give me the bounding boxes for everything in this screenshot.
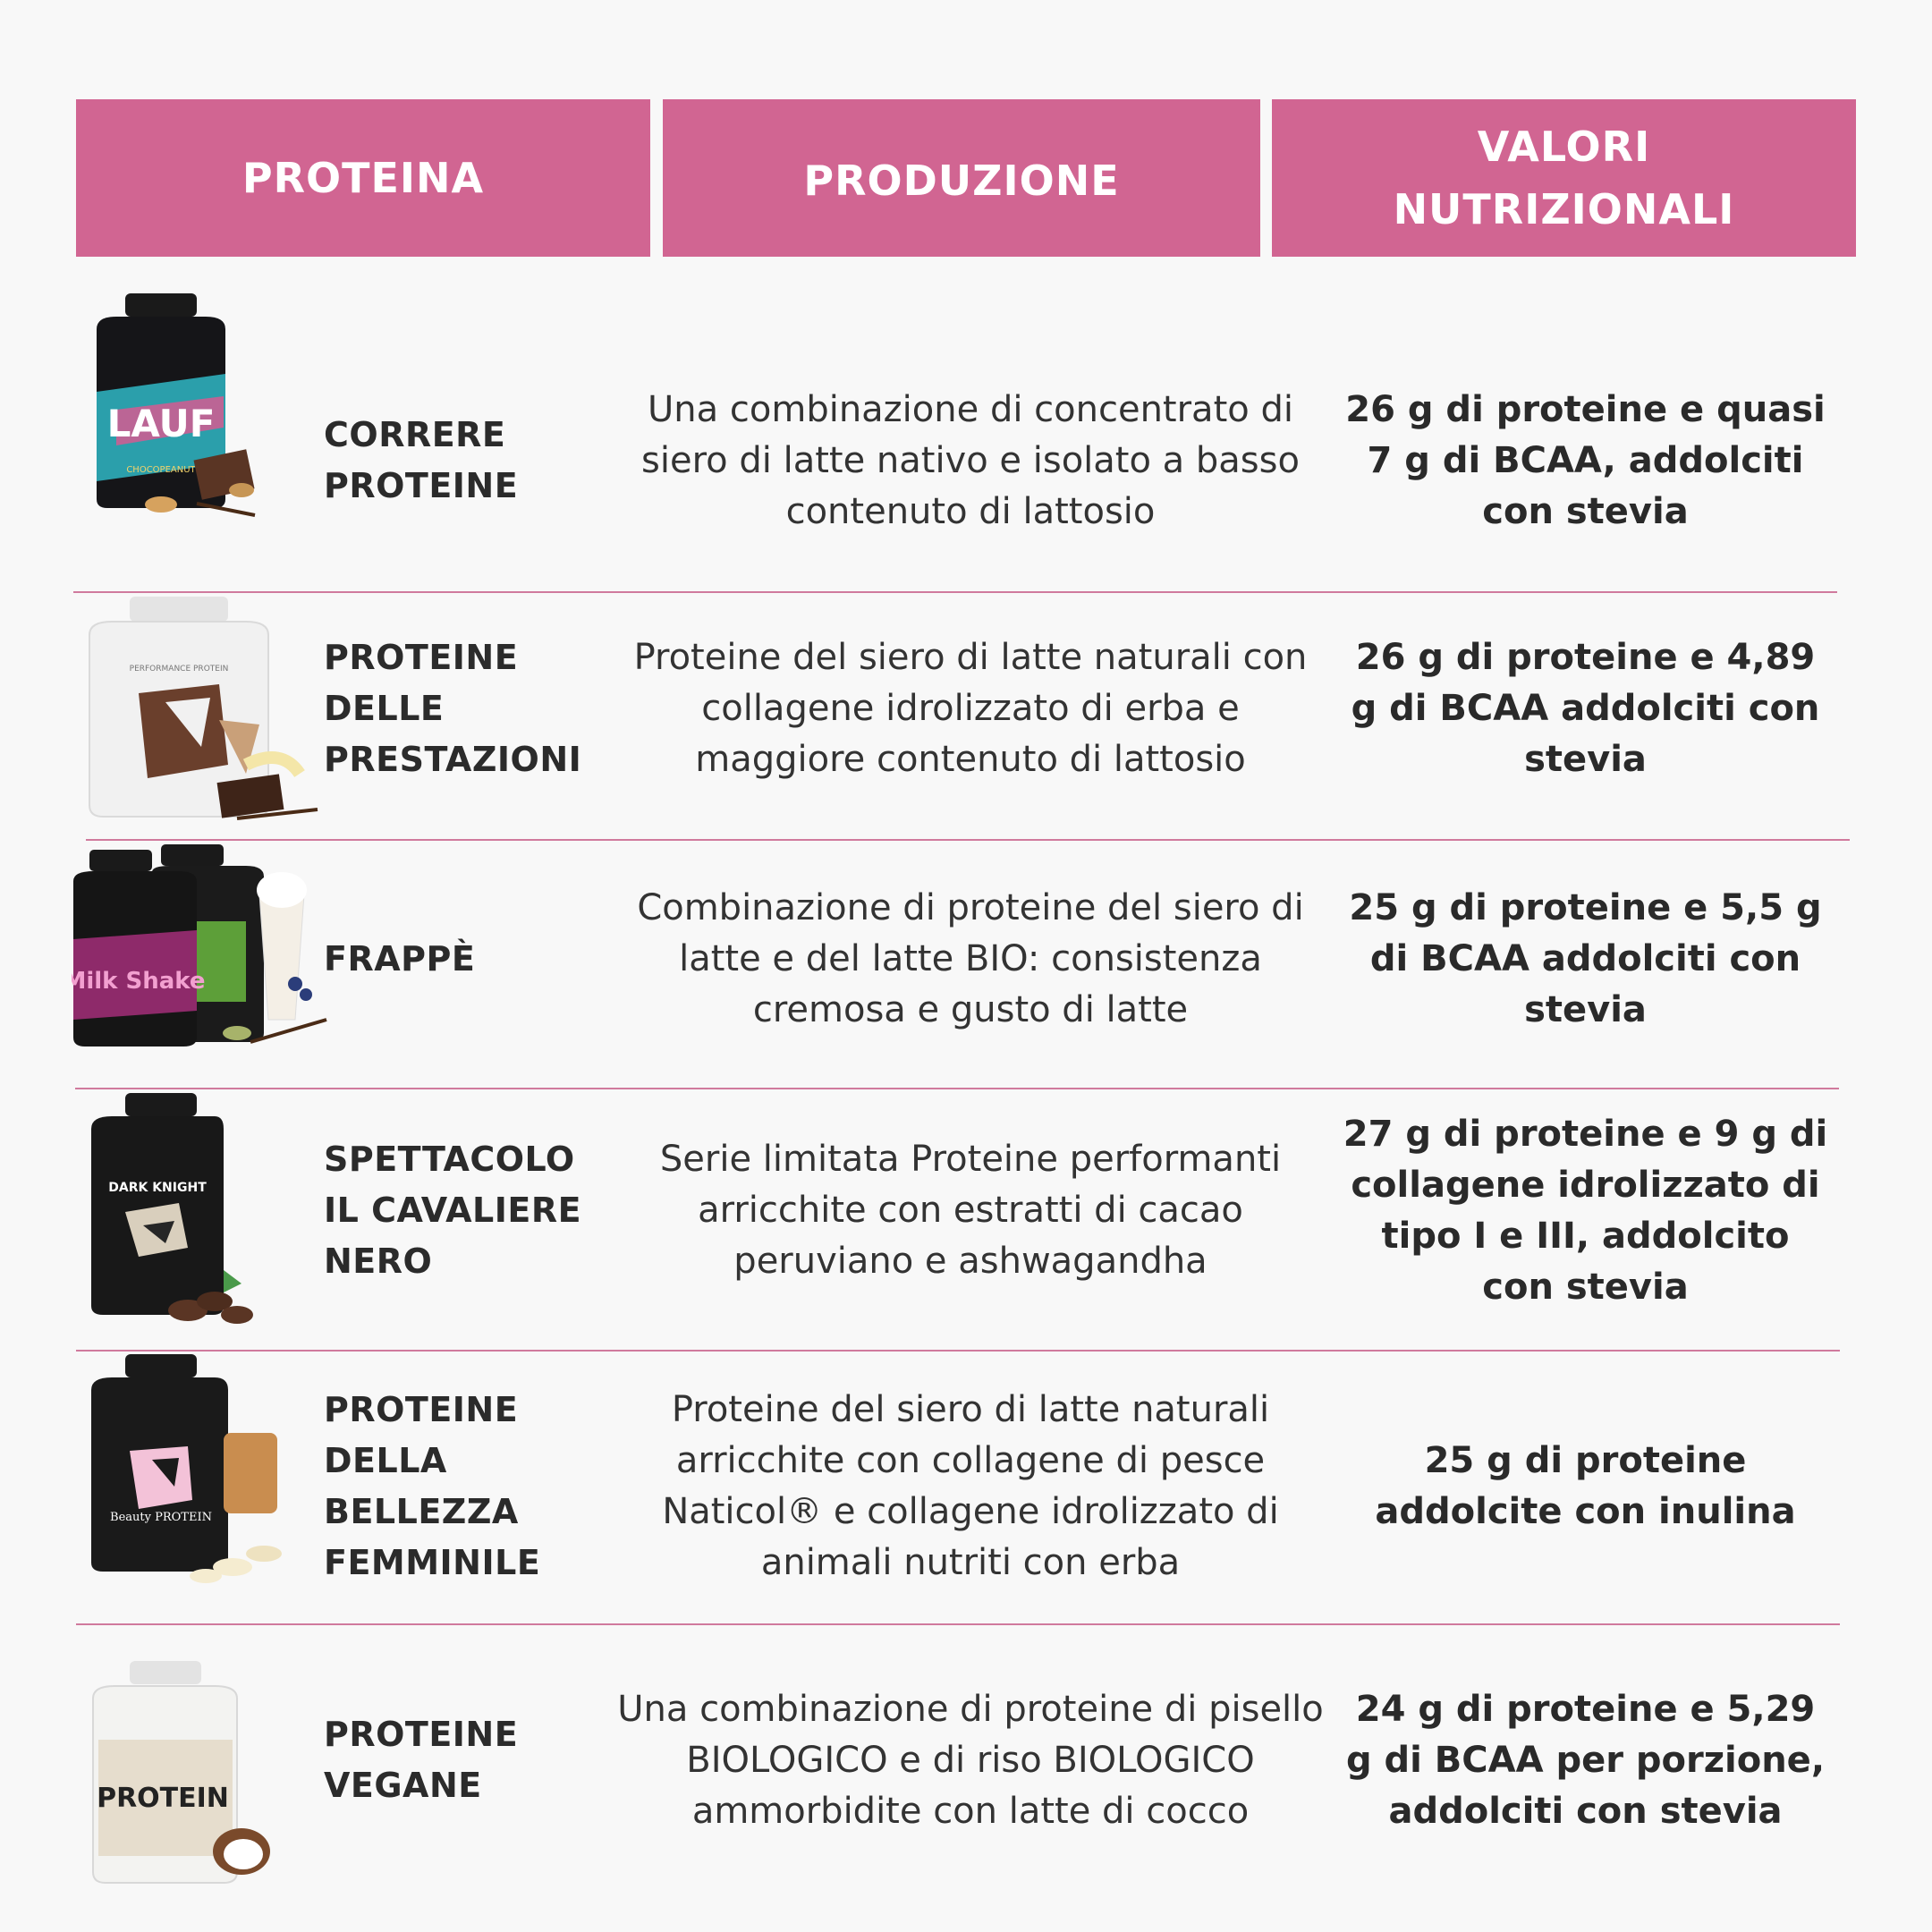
- nutrition-beauty: 25 g di proteine addolcite con inulina: [1375, 1440, 1796, 1532]
- row-divider: [75, 1088, 1839, 1089]
- header-produzione: [663, 99, 1260, 257]
- header-proteina: [76, 99, 650, 257]
- product-image-milkshake: [72, 841, 331, 1059]
- product-name-correre: CORRERE PROTEINE: [324, 415, 519, 505]
- production-dark-knight: Serie limitata Proteine performanti arricchite con estratti di cacao peruviano e ashwagandha: [659, 1139, 1282, 1282]
- production-frappe: Combinazione di proteine del siero di latte e del latte BIO: consistenza cremosa e gusto di latte: [637, 887, 1304, 1030]
- product-image-beauty: [89, 1352, 291, 1589]
- product-name-dark-knight: SPETTACOLO IL CAVALIERE NERO: [324, 1140, 582, 1281]
- header-valori-label: VALORI NUTRIZIONALI: [1393, 123, 1735, 233]
- product-name-vegan: PROTEINE VEGANE: [324, 1715, 519, 1805]
- svg-text:LAUF: LAUF: [106, 402, 216, 445]
- product-image-performance: [85, 595, 322, 831]
- product-image-dark-knight: [89, 1091, 268, 1332]
- header-valori-nutrizionali: [1272, 99, 1856, 257]
- production-prestazioni: Proteine del siero di latte naturali con collagene idrolizzato di erba e maggiore contenuto di lattosio: [633, 637, 1308, 780]
- svg-text:PROTEIN: PROTEIN: [97, 1783, 229, 1814]
- nutrition-prestazioni: 26 g di proteine e 4,89 g di BCAA addolciti con stevia: [1351, 637, 1820, 780]
- svg-text:DARK KNIGHT: DARK KNIGHT: [108, 1181, 207, 1195]
- row-divider: [86, 839, 1850, 841]
- product-image-vegan: [89, 1659, 277, 1895]
- product-name-prestazioni: PROTEINE DELLE PRESTAZIONI: [324, 638, 582, 779]
- product-image-lauf: [89, 293, 268, 525]
- nutrition-correre: 26 g di proteine e quasi 7 g di BCAA, addolciti con stevia: [1345, 389, 1826, 532]
- header-proteina-label: PROTEINA: [242, 154, 485, 202]
- svg-text:Beauty PROTEIN: Beauty PROTEIN: [110, 1511, 212, 1524]
- row-divider: [76, 1350, 1840, 1352]
- nutrition-dark-knight: 27 g di proteine e 9 g di collagene idrolizzato di tipo I e III, addolcito con stevia: [1343, 1114, 1828, 1308]
- svg-text:CHOCOPEANUT: CHOCOPEANUT: [126, 465, 196, 475]
- product-name-frappe: FRAPPÈ: [324, 939, 476, 979]
- product-name-beauty: PROTEINE DELLA BELLEZZA FEMMINILE: [324, 1390, 541, 1582]
- production-vegan: Una combinazione di proteine di pisello BIOLOGICO e di riso BIOLOGICO ammorbidite con latte di cocco: [617, 1689, 1324, 1832]
- nutrition-frappe: 25 g di proteine e 5,5 g di BCAA addolciti con stevia: [1349, 887, 1822, 1030]
- row-divider: [76, 1623, 1840, 1625]
- svg-text:Milk Shake: Milk Shake: [72, 968, 206, 995]
- row-divider: [73, 591, 1837, 593]
- production-correre: Una combinazione di concentrato di siero di latte nativo e isolato a basso contenuto di lattosio: [641, 389, 1300, 532]
- header-produzione-label: PRODUZIONE: [803, 157, 1120, 205]
- production-beauty: Proteine del siero di latte naturali arricchite con collagene di pesce Naticol® e collagene idrolizzato di animali nutriti con erba: [662, 1389, 1279, 1583]
- nutrition-vegan: 24 g di proteine e 5,29 g di BCAA per porzione, addolciti con stevia: [1345, 1689, 1826, 1832]
- svg-text:PERFORMANCE PROTEIN: PERFORMANCE PROTEIN: [129, 665, 229, 674]
